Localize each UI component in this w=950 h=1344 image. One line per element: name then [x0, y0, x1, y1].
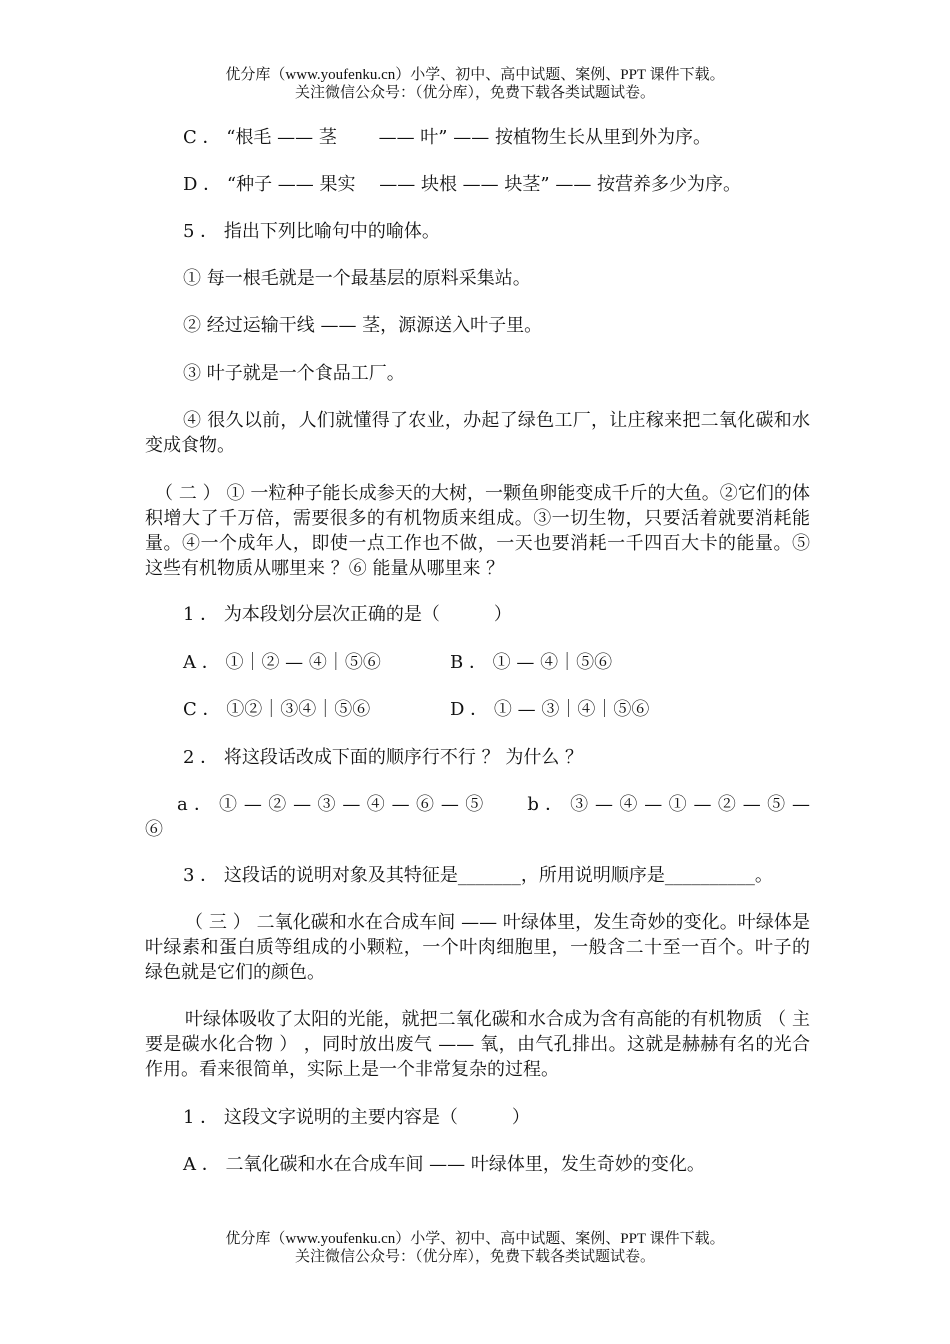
section-2-question-3: 3 ． 这段话的说明对象及其特征是_______，所用说明顺序是__________。 — [183, 865, 773, 886]
q1-option-d: D ． ① — ③｜④｜⑤⑥ — [450, 699, 650, 720]
q1-option-b: B ． ① — ④｜⑤⑥ — [450, 652, 613, 673]
header-line-2: 关注微信公众号：（优分库），免费下载各类试题试卷。 — [294, 85, 655, 101]
section-2-paragraph: （ 二 ） ① 一粒种子能长成参天的大树，一颗鱼卵能变成千斤的大鱼。②它们的体积增大了千万倍，需要很多的有机物质来组成。③一切生物，只要活着就要消耗能量。④一个成年人，即使一点工作也不做，一天也要消耗一千四百大卡的能量。⑤这些有机物质从哪里来 ？⑥ 能量从哪里来 ？ — [145, 483, 810, 579]
section-2-question-2: 2 ． 将这段话改成下面的顺序行不行 ？ 为什么 ？ — [183, 747, 584, 768]
footer-line-2: 关注微信公众号：（优分库），免费下载各类试题试卷。 — [294, 1249, 655, 1265]
sentence-2: ② 经过运输干线 —— 茎，源源送入叶子里。 — [183, 315, 543, 336]
q1-option-a: A ． ①｜② — ④｜⑤⑥ — [183, 652, 381, 673]
question-5: 5 ． 指出下列比喻句中的喻体。 — [183, 221, 440, 242]
page-footer — [0, 1230, 950, 1266]
option-d: D ． “种子 —— 果实 —— 块根 —— 块茎” —— 按营养多少为序。 — [183, 174, 742, 195]
sentence-3: ③ 叶子就是一个食品工厂。 — [183, 363, 405, 384]
footer-line-1: 优分库（www.youfenku.cn）小学、初中、高中试题、案例、PPT 课件下载。 — [225, 1231, 725, 1247]
q3-1-option-a: A ． 二氧化碳和水在合成车间 —— 叶绿体里，发生奇妙的变化。 — [183, 1154, 705, 1175]
q2-sequences: a ． ① — ② — ③ — ④ — ⑥ — ⑤ b ． ③ — ④ — ① — ② — ⑤ — ⑥ — [145, 794, 810, 840]
section-3-paragraph-1: （ 三 ） 二氧化碳和水在合成车间 —— 叶绿体里，发生奇妙的变化。叶绿体是叶绿素和蛋白质等组成的小颗粒，一个叶肉细胞里，一般含二十至一百个。叶子的绿色就是它们的颜色。 — [145, 912, 810, 983]
section-3-paragraph-2: 叶绿体吸收了太阳的光能，就把二氧化碳和水合成为含有高能的有机物质 （ 主要是碳水化合物 ） ，同时放出废气 —— 氧，由气孔排出。这就是赫赫有名的光合作用。看来很简单，实际上是一个非常复杂的过程。 — [145, 1009, 810, 1080]
header-line-1: 优分库（www.youfenku.cn）小学、初中、高中试题、案例、PPT 课件下载。 — [225, 67, 725, 83]
section-2-question-1: 1 ． 为本段划分层次正确的是（ ） — [183, 604, 512, 625]
q1-option-c: C ． ①②｜③④｜⑤⑥ — [183, 699, 371, 720]
option-c: C ． “根毛 —— 茎 —— 叶” —— 按植物生长从里到外为序。 — [183, 127, 711, 148]
sentence-1: ① 每一根毛就是一个最基层的原料采集站。 — [183, 268, 531, 289]
section-3-question-1: 1 ． 这段文字说明的主要内容是（ ） — [183, 1107, 530, 1128]
page-header — [0, 66, 950, 102]
sentence-4: ④ 很久以前，人们就懂得了农业，办起了绿色工厂，让庄稼来把二氧化碳和水变成食物。 — [145, 410, 810, 456]
